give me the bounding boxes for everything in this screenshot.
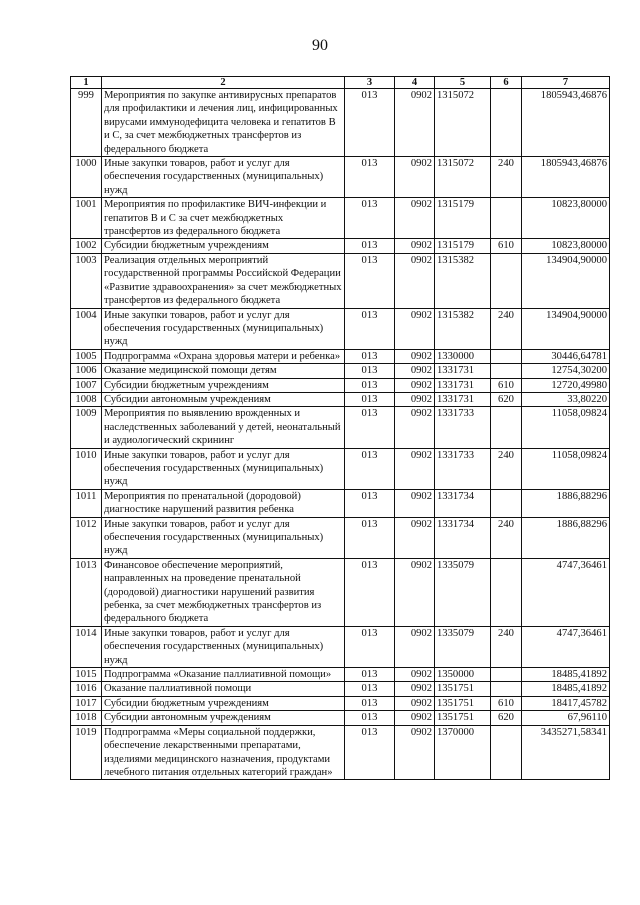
row-name: Иные закупки товаров, работ и услуг для обеспечения государственных (муниципальных) нужд bbox=[102, 157, 345, 198]
row-number: 1017 bbox=[71, 696, 102, 710]
row-amount: 1805943,46876 bbox=[522, 157, 610, 198]
row-name: Мероприятия по пренатальной (дородовой) диагностике нарушений развития ребенка bbox=[102, 489, 345, 517]
row-expense-type: 620 bbox=[491, 392, 522, 406]
row-name: Мероприятия по закупке антивирусных препаратов для профилактики и лечения лиц, инфицированных вирусами иммунодефицита человека и гепатитов В и С, за счет межбюджетных трансфертов из федерального бюджета bbox=[102, 89, 345, 157]
row-name: Иные закупки товаров, работ и услуг для обеспечения государственных (муниципальных) нужд bbox=[102, 308, 345, 349]
table-row bbox=[71, 448, 610, 489]
row-name: Подпрограмма «Оказание паллиативной помощи» bbox=[102, 668, 345, 682]
row-name: Подпрограмма «Меры социальной поддержки, обеспечение лекарственными препаратами, изделиями медицинского назначения, продуктами лечебного питания отдельных категорий граждан» bbox=[102, 725, 345, 780]
row-amount: 3435271,58341 bbox=[522, 725, 610, 780]
row-number: 1013 bbox=[71, 558, 102, 626]
row-target-code: 1331734 bbox=[435, 517, 491, 558]
row-amount: 1805943,46876 bbox=[522, 89, 610, 157]
row-amount: 11058,09824 bbox=[522, 448, 610, 489]
row-section-code: 0902 bbox=[395, 668, 435, 682]
table-row bbox=[71, 696, 610, 710]
row-target-code: 1351751 bbox=[435, 696, 491, 710]
row-name: Субсидии бюджетным учреждениям bbox=[102, 378, 345, 392]
row-target-code: 1315179 bbox=[435, 239, 491, 253]
table-row bbox=[71, 725, 610, 780]
row-name: Финансовое обеспечение мероприятий, направленных на проведение пренатальной (дородовой) диагностики нарушений развития ребенка, за счет межбюджетных трансфертов из федерального бюджета bbox=[102, 558, 345, 626]
row-number: 1012 bbox=[71, 517, 102, 558]
row-ministry-code: 013 bbox=[345, 407, 395, 448]
table-row bbox=[71, 682, 610, 696]
row-ministry-code: 013 bbox=[345, 626, 395, 667]
row-expense-type bbox=[491, 364, 522, 378]
table-row bbox=[71, 364, 610, 378]
table-row bbox=[71, 239, 610, 253]
row-section-code: 0902 bbox=[395, 725, 435, 780]
row-name: Иные закупки товаров, работ и услуг для обеспечения государственных (муниципальных) нужд bbox=[102, 517, 345, 558]
row-expense-type bbox=[491, 89, 522, 157]
row-target-code: 1331731 bbox=[435, 378, 491, 392]
row-target-code: 1331733 bbox=[435, 407, 491, 448]
row-expense-type: 240 bbox=[491, 157, 522, 198]
row-target-code: 1330000 bbox=[435, 349, 491, 363]
header-cell: 1 bbox=[71, 77, 102, 89]
row-section-code: 0902 bbox=[395, 711, 435, 725]
row-section-code: 0902 bbox=[395, 489, 435, 517]
row-amount: 4747,36461 bbox=[522, 558, 610, 626]
row-target-code: 1331731 bbox=[435, 392, 491, 406]
row-ministry-code: 013 bbox=[345, 668, 395, 682]
table-row bbox=[71, 489, 610, 517]
row-target-code: 1315072 bbox=[435, 157, 491, 198]
row-target-code: 1331731 bbox=[435, 364, 491, 378]
row-ministry-code: 013 bbox=[345, 392, 395, 406]
row-ministry-code: 013 bbox=[345, 448, 395, 489]
row-section-code: 0902 bbox=[395, 626, 435, 667]
table-row bbox=[71, 378, 610, 392]
table-row bbox=[71, 558, 610, 626]
row-ministry-code: 013 bbox=[345, 198, 395, 239]
row-expense-type bbox=[491, 253, 522, 308]
row-amount: 134904,90000 bbox=[522, 308, 610, 349]
row-expense-type: 240 bbox=[491, 517, 522, 558]
row-amount: 18485,41892 bbox=[522, 668, 610, 682]
budget-table bbox=[70, 76, 610, 780]
row-number: 1006 bbox=[71, 364, 102, 378]
row-expense-type bbox=[491, 725, 522, 780]
row-number: 1004 bbox=[71, 308, 102, 349]
row-target-code: 1315382 bbox=[435, 253, 491, 308]
row-section-code: 0902 bbox=[395, 157, 435, 198]
table-row bbox=[71, 308, 610, 349]
row-expense-type bbox=[491, 668, 522, 682]
row-name: Субсидии бюджетным учреждениям bbox=[102, 239, 345, 253]
row-section-code: 0902 bbox=[395, 378, 435, 392]
row-ministry-code: 013 bbox=[345, 725, 395, 780]
row-expense-type: 240 bbox=[491, 448, 522, 489]
row-section-code: 0902 bbox=[395, 198, 435, 239]
row-section-code: 0902 bbox=[395, 253, 435, 308]
row-ministry-code: 013 bbox=[345, 378, 395, 392]
table-row bbox=[71, 253, 610, 308]
row-name: Оказание паллиативной помощи bbox=[102, 682, 345, 696]
row-expense-type: 610 bbox=[491, 378, 522, 392]
table-row bbox=[71, 711, 610, 725]
row-expense-type bbox=[491, 558, 522, 626]
row-section-code: 0902 bbox=[395, 558, 435, 626]
row-target-code: 1315072 bbox=[435, 89, 491, 157]
row-amount: 1886,88296 bbox=[522, 489, 610, 517]
row-amount: 1886,88296 bbox=[522, 517, 610, 558]
table-row bbox=[71, 349, 610, 363]
row-section-code: 0902 bbox=[395, 364, 435, 378]
row-amount: 10823,80000 bbox=[522, 198, 610, 239]
row-ministry-code: 013 bbox=[345, 682, 395, 696]
row-expense-type bbox=[491, 489, 522, 517]
row-number: 1007 bbox=[71, 378, 102, 392]
row-number: 1018 bbox=[71, 711, 102, 725]
row-expense-type: 610 bbox=[491, 696, 522, 710]
row-number: 1000 bbox=[71, 157, 102, 198]
header-row bbox=[71, 77, 610, 89]
table-row bbox=[71, 407, 610, 448]
header-cell: 7 bbox=[522, 77, 610, 89]
table-row bbox=[71, 89, 610, 157]
row-target-code: 1370000 bbox=[435, 725, 491, 780]
row-section-code: 0902 bbox=[395, 682, 435, 696]
row-amount: 18417,45782 bbox=[522, 696, 610, 710]
row-expense-type bbox=[491, 349, 522, 363]
row-amount: 10823,80000 bbox=[522, 239, 610, 253]
row-number: 1014 bbox=[71, 626, 102, 667]
row-number: 1009 bbox=[71, 407, 102, 448]
row-amount: 12720,49980 bbox=[522, 378, 610, 392]
row-ministry-code: 013 bbox=[345, 89, 395, 157]
table-row bbox=[71, 198, 610, 239]
row-amount: 134904,90000 bbox=[522, 253, 610, 308]
row-expense-type bbox=[491, 198, 522, 239]
row-number: 1008 bbox=[71, 392, 102, 406]
row-name: Субсидии автономным учреждениям bbox=[102, 392, 345, 406]
row-ministry-code: 013 bbox=[345, 711, 395, 725]
row-target-code: 1335079 bbox=[435, 626, 491, 667]
row-amount: 4747,36461 bbox=[522, 626, 610, 667]
row-name: Мероприятия по профилактике ВИЧ-инфекции и гепатитов В и С за счет межбюджетных трансфертов из федерального бюджета bbox=[102, 198, 345, 239]
page-number: 90 bbox=[312, 37, 328, 54]
row-section-code: 0902 bbox=[395, 308, 435, 349]
row-ministry-code: 013 bbox=[345, 253, 395, 308]
row-name: Иные закупки товаров, работ и услуг для обеспечения государственных (муниципальных) нужд bbox=[102, 448, 345, 489]
table-body bbox=[71, 89, 610, 780]
row-section-code: 0902 bbox=[395, 517, 435, 558]
table-row bbox=[71, 157, 610, 198]
row-amount: 11058,09824 bbox=[522, 407, 610, 448]
row-number: 1003 bbox=[71, 253, 102, 308]
row-number: 1001 bbox=[71, 198, 102, 239]
header-cell: 2 bbox=[102, 77, 345, 89]
row-number: 1002 bbox=[71, 239, 102, 253]
row-name: Субсидии автономным учреждениям bbox=[102, 711, 345, 725]
row-section-code: 0902 bbox=[395, 89, 435, 157]
table-row bbox=[71, 392, 610, 406]
row-amount: 33,80220 bbox=[522, 392, 610, 406]
row-name: Подпрограмма «Охрана здоровья матери и ребенка» bbox=[102, 349, 345, 363]
row-section-code: 0902 bbox=[395, 407, 435, 448]
row-expense-type: 240 bbox=[491, 308, 522, 349]
row-section-code: 0902 bbox=[395, 349, 435, 363]
row-expense-type: 620 bbox=[491, 711, 522, 725]
header-cell: 5 bbox=[435, 77, 491, 89]
row-ministry-code: 013 bbox=[345, 349, 395, 363]
row-ministry-code: 013 bbox=[345, 489, 395, 517]
row-ministry-code: 013 bbox=[345, 517, 395, 558]
row-expense-type bbox=[491, 407, 522, 448]
row-name: Иные закупки товаров, работ и услуг для обеспечения государственных (муниципальных) нужд bbox=[102, 626, 345, 667]
row-amount: 12754,30200 bbox=[522, 364, 610, 378]
row-target-code: 1331734 bbox=[435, 489, 491, 517]
row-name: Реализация отдельных мероприятий государственной программы Российской Федерации «Развитие здравоохранения» за счет межбюджетных трансфертов из федерального бюджета bbox=[102, 253, 345, 308]
row-ministry-code: 013 bbox=[345, 308, 395, 349]
row-number: 1010 bbox=[71, 448, 102, 489]
row-target-code: 1335079 bbox=[435, 558, 491, 626]
table-row bbox=[71, 626, 610, 667]
row-section-code: 0902 bbox=[395, 392, 435, 406]
row-target-code: 1350000 bbox=[435, 668, 491, 682]
row-number: 1005 bbox=[71, 349, 102, 363]
row-section-code: 0902 bbox=[395, 239, 435, 253]
row-number: 999 bbox=[71, 89, 102, 157]
table-row bbox=[71, 668, 610, 682]
row-ministry-code: 013 bbox=[345, 157, 395, 198]
row-ministry-code: 013 bbox=[345, 364, 395, 378]
row-target-code: 1351751 bbox=[435, 711, 491, 725]
row-ministry-code: 013 bbox=[345, 239, 395, 253]
row-amount: 18485,41892 bbox=[522, 682, 610, 696]
row-number: 1015 bbox=[71, 668, 102, 682]
header-cell: 3 bbox=[345, 77, 395, 89]
row-amount: 30446,64781 bbox=[522, 349, 610, 363]
row-number: 1016 bbox=[71, 682, 102, 696]
row-expense-type: 240 bbox=[491, 626, 522, 667]
row-target-code: 1315382 bbox=[435, 308, 491, 349]
row-target-code: 1331733 bbox=[435, 448, 491, 489]
row-target-code: 1315179 bbox=[435, 198, 491, 239]
header-cell: 6 bbox=[491, 77, 522, 89]
row-expense-type: 610 bbox=[491, 239, 522, 253]
header-cell: 4 bbox=[395, 77, 435, 89]
row-expense-type bbox=[491, 682, 522, 696]
row-ministry-code: 013 bbox=[345, 558, 395, 626]
row-name: Оказание медицинской помощи детям bbox=[102, 364, 345, 378]
row-amount: 67,96110 bbox=[522, 711, 610, 725]
row-number: 1019 bbox=[71, 725, 102, 780]
row-ministry-code: 013 bbox=[345, 696, 395, 710]
row-number: 1011 bbox=[71, 489, 102, 517]
row-name: Мероприятия по выявлению врожденных и наследственных заболеваний у детей, неонатальный и аудиологический скрининг bbox=[102, 407, 345, 448]
table-row bbox=[71, 517, 610, 558]
row-section-code: 0902 bbox=[395, 696, 435, 710]
row-section-code: 0902 bbox=[395, 448, 435, 489]
row-target-code: 1351751 bbox=[435, 682, 491, 696]
row-name: Субсидии бюджетным учреждениям bbox=[102, 696, 345, 710]
